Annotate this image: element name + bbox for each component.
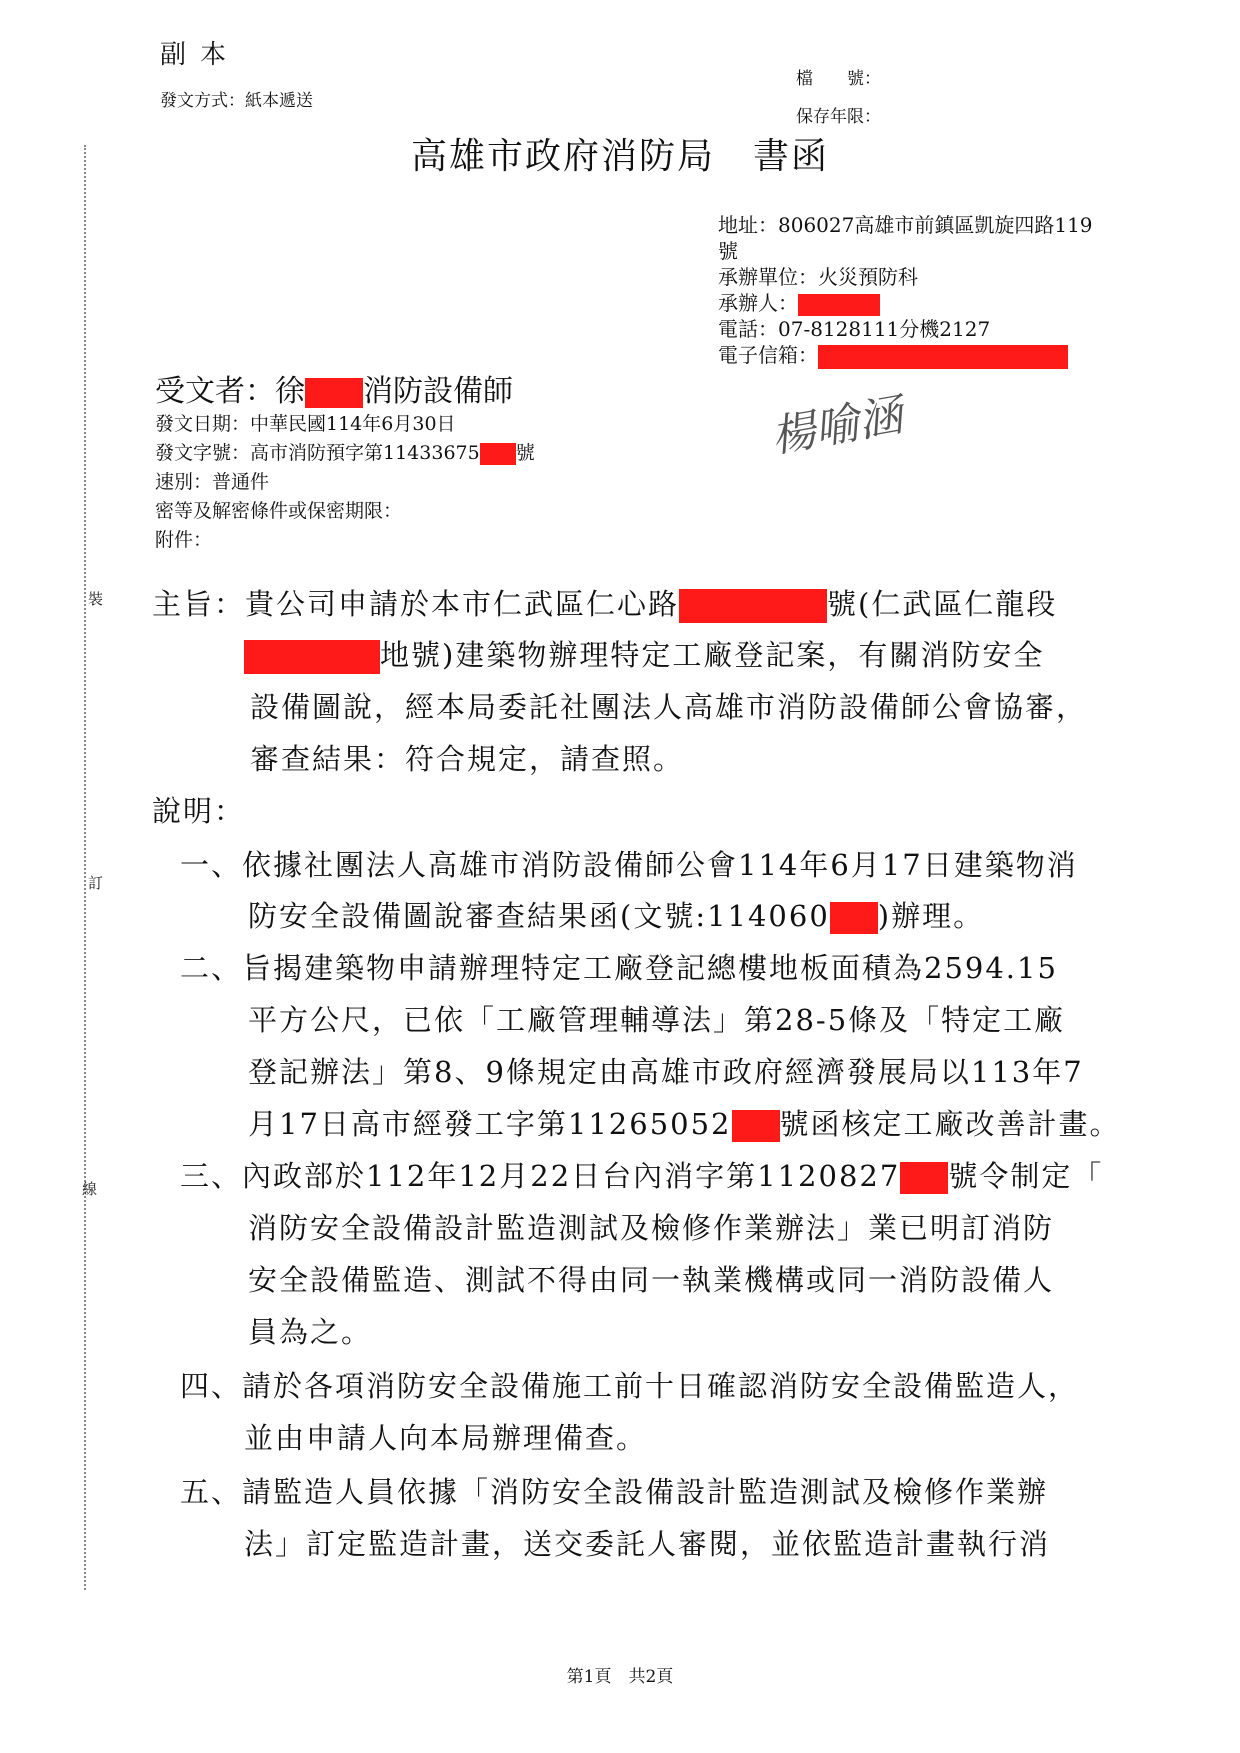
explanation-text: 防安全設備圖說審查結果函(文號:114060 [248,899,830,933]
redaction-block [830,902,878,934]
recipient [155,366,513,410]
file-number-label: 檔 號： [796,69,881,89]
redaction-block [732,1110,780,1142]
sender-handler-label: 承辦人： [718,291,798,315]
explanation-line: 一、依據社團法人高雄市消防設備師公會114年6月17日建築物消 [180,848,1078,882]
redaction-block [305,378,363,408]
explanation-line [180,1154,1103,1195]
retention-period-label: 保存年限： [796,107,881,127]
sender-email-label: 電子信箱： [718,343,818,367]
explanation-line: 登記辦法」第8、9條規定由高雄市政府經濟發展局以113年7 [248,1055,1084,1089]
redaction-block [679,589,827,623]
explanation-line: 四、請於各項消防安全設備施工前十日確認消防安全設備監造人， [180,1369,1080,1403]
page-number: 第1頁 共2頁 [566,1667,674,1687]
secrecy-level: 密等及解密條件或保密期限： [155,500,403,522]
document-number-suffix: 號 [515,442,535,464]
document-meta [155,410,535,555]
subject-line [152,582,1057,623]
subject-text: 主旨：貴公司申請於本市仁武區仁心路 [152,587,680,621]
explanation-text: 三、內政部於112年12月22日台內消字第1120827 [180,1159,901,1193]
recipient-prefix: 受文者：徐 [155,374,305,409]
sender-handler [718,290,1093,316]
send-method: 發文方式：紙本遞送 [160,91,313,111]
copy-label: 副本 [160,40,241,70]
sender-address: 地址：806027高雄市前鎮區凱旋四路119 [718,213,1093,237]
explanation-heading: 說明： [152,794,246,828]
explanation-line: 法」訂定監造計畫，送交委託人審閱，並依監造計畫執行消 [244,1527,1051,1561]
redaction-block [244,640,380,674]
subject-line: 設備圖說，經本局委託社團法人高雄市消防設備師公會協審， [250,690,1088,724]
explanation-line: 並由申請人向本局辦理備查。 [244,1421,648,1455]
document-number-prefix: 發文字號：高市消防預字第11433675 [155,442,480,464]
issue-date: 發文日期：中華民國114年6月30日 [155,413,456,435]
subject-text: 地號)建築物辦理特定工廠登記案，有關消防安全 [380,638,1045,672]
sender-address-cont: 號 [718,239,738,263]
explanation-text: 號令制定「 [948,1159,1104,1193]
document-title: 高雄市政府消防局 書函 [410,136,829,177]
subject-line [244,633,1044,674]
speed-category: 速別：普通件 [155,471,270,493]
explanation-line [248,1102,1121,1143]
margin-mark-ding: 訂 [88,874,104,892]
redaction-block [480,443,516,465]
margin-mark-zhuang: 裝 [88,590,104,608]
subject-line: 審查結果：符合規定，請查照。 [250,742,685,776]
subject-text: 號(仁武區仁龍段 [827,587,1058,621]
sender-info [718,212,1093,369]
redaction-block [818,345,1068,369]
redaction-block [798,294,880,316]
attachment: 附件： [155,529,213,551]
handwritten-signature: 楊喻涵 [767,389,907,464]
document-number [155,439,535,468]
sender-email [718,342,1093,369]
explanation-text: 月17日高市經發工字第11265052 [248,1107,732,1141]
explanation-line: 員為之。 [248,1315,373,1349]
margin-mark-xian: 線 [82,1180,98,1198]
sender-unit: 承辦單位：火災預防科 [718,265,918,289]
explanation-line: 二、旨揭建築物申請辦理特定工廠登記總樓地板面積為2594.15 [180,951,1058,985]
recipient-suffix: 消防設備師 [363,374,513,409]
binding-margin-line [84,145,86,1590]
explanation-line: 平方公尺，已依「工廠管理輔導法」第28-5條及「特定工廠 [248,1003,1066,1037]
explanation-text: 號函核定工廠改善計畫。 [779,1107,1121,1141]
redaction-block [900,1162,948,1194]
explanation-line: 五、請監造人員依據「消防安全設備設計監造測試及檢修作業辦 [180,1475,1049,1509]
explanation-line: 消防安全設備設計監造測試及檢修作業辦法」業已明訂消防 [248,1211,1055,1245]
explanation-line [248,894,984,935]
explanation-text: )辦理。 [877,899,985,933]
sender-phone: 電話：07-8128111分機2127 [718,317,991,341]
explanation-line: 安全設備監造、測試不得由同一執業機構或同一消防設備人 [248,1263,1055,1297]
